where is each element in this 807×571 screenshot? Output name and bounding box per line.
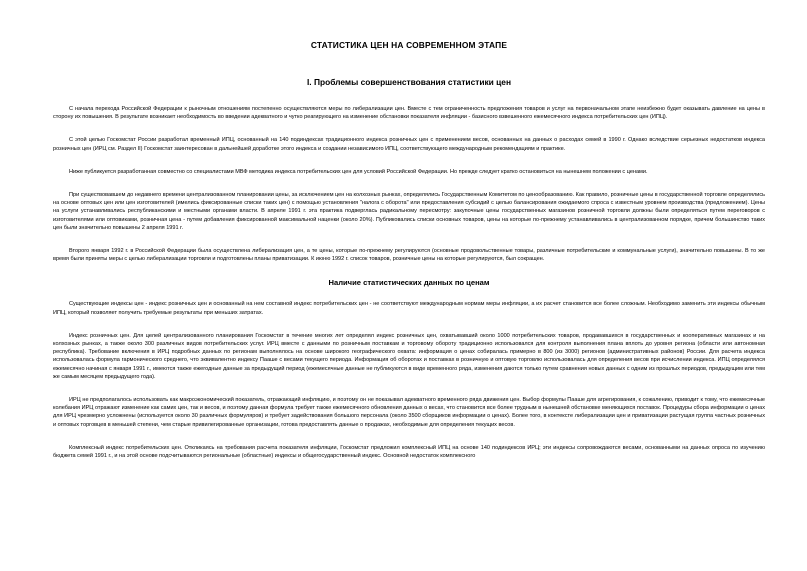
paragraph: Второго января 1992 г. в Российской Федерации была осуществлена либерализация цен, а те цены, которые по-прежнему регулируются (основные продовольственные товары, различные потребительские и коммунальные услуги), значительно повышены. В то же время были приняты меры с целью либерализации торговли и подготовлены планы приватизации. К июню 1992 г. список товаров, розничные цены на которые регулируются, был сокращен. bbox=[53, 248, 765, 263]
section-title: I. Проблемы совершенствования статистики цен bbox=[306, 77, 512, 87]
paragraph: С начала перехода Российской Федерации к рыночным отношениям постепенно осуществляются меры по либерализации цен. Вместе с тем ограниченность предложения товаров и услуг на первоначальном этапе неизбежно будет оказывать давление на цены в сторону их повышения. В результате возникает необходимость во введении адекватного и чутко реагирующего на изменение обстановки показателя инфляции - базисного взвешенного ежемесячного индекса потребительских цен (ИПЦ). bbox=[53, 106, 765, 121]
paragraph: При существовавшем до недавнего времени централизованном планировании цены, за исключением цен на колхозных рынках, определялись Государственным Комитетом по ценообразованию. Как правило, розничные цены в государственной торговле определялись на основе оптовых цен или цен изготовителей (имелись фиксированные списки таких цен) с помощью установления "налога с оборота" или предоставления субсидий с целью балансирования ожидаемого спроса с известным уровнем производства (предложением). Цены на услуги устанавливались республиканскими и местными органами власти. В апреле 1991 г. эта практика подверглась радикальному пересмотру: закупочные цены государственных магазинов розничной торговли должны были определяться путем переговоров с изготовителями или оптовиками, розничная цена - путем добавления фиксированной максимальной наценки (около 20%). Публиковались списки основных товаров, цены на которые по-прежнему устанавливались в централизованном порядке, причем большинство таких цен были значительно повышены 2 апреля 1991 г. bbox=[53, 192, 765, 231]
document-page bbox=[53, 40, 765, 475]
paragraph: Ниже публикуется разработанная совместно со специалистами МВФ методика индекса потребительских цен для условий Российской Федерации. Но прежде следует кратко остановиться на нынешнем положении с ценами. bbox=[69, 168, 648, 175]
paragraph: ИРЦ не предполагалось использовать как макроэкономический показатель, отражающий инфляцию, и поэтому он не показывал адекватного временного ряда движения цен. Выбор формулы Пааше для агрегирования, к сожалению, приводит к тому, что ежемесячные колебания ИРЦ отражают изменение как самих цен, так и весов, и поэтому данная формула требует также ежемесячного обновления данных о весах, что становится все более трудным в нынешней обстановке меняющихся поставок. Процедуры сбора информации о ценах для ИРЦ чрезмерно усложнены (используется около 30 различных формуляров) и требует задействования большого персонала (около 3500 сборщиков информации о ценах). Более того, в контексте либерализации цен и приватизации растущая группа частных розничных и оптовых торговцев в меньшей степени, чем старые привилегированные организации, готова предоставлять данные о продажах, необходимые для определения текущих весов. bbox=[53, 397, 765, 428]
document-title: СТАТИСТИКА ЦЕН НА СОВРЕМЕННОМ ЭТАПЕ bbox=[310, 40, 508, 50]
subsection-title: Наличие статистических данных по ценам bbox=[328, 278, 490, 288]
paragraph: С этой целью Госкомстат России разработал временный ИПЦ, основанный на 140 подиндексах традиционного индекса розничных цен с применением весов, основанных на данных о расходах семей в 1990 г. Однако вследствие серьезных недостатков индекса розничных цен (ИРЦ см. Раздел II) Госкомстат заинтересован в дальнейшей доработке этого индекса и создании независимого ИПЦ, соответствующего международным рекомендациям и практике. bbox=[53, 137, 765, 152]
paragraph: Существующие индексы цен - индекс розничных цен и основанный на нем составной индекс потребительских цен - не соответствуют международным нормам меры инфляции, а их расчет становится все более сложным. Необходимо заменить эти индексы обычным ИПЦ, который позволяет получить требуемые результаты при меньших затратах. bbox=[53, 301, 765, 316]
paragraph: Комплексный индекс потребительских цен. Откликаясь на требования расчета показателя инфляции, Госкомстат предложил комплексный ИПЦ на основе 140 подиндексов ИРЦ; эти индексы сопровождаются весами, основанными на данных опроса по изучению бюджета семей 1991 г., и на этой основе подсчитываются региональные (областные) индексы и общегосударственный индекс. Основной недостаток комплексного bbox=[53, 444, 765, 460]
paragraph: Индекс розничных цен. Для целей централизованного планирования Госкомстат в течение многих лет определял индекс розничных цен, охватывавший около 1000 потребительских товаров, продававшихся в государственных и кооперативных магазинах и на колхозных рынках, а также около 300 различных видов потребительских услуг. ИРЦ вместе с данными по розничным поставкам и торговому обороту традиционно использовался для контроля выполнения плана вплоть до уровня региона (области или автономная республика). Требование включения в ИРЦ подробных данных по регионам выполнялось на основе широкого географического охвата: информация о ценах собиралась примерно в 800 (из 3000) регионов (административных районов) России. Для расчета индекса использовалась формула гармонического среднего, что эквивалентно индексу Пааше с весами текущего периода. Информация об оборотах и поставках в розничную и оптовую торговлю использовалась для определения весов при исчислении индекса. ИПЦ определялся ежемесячно начиная с января 1991 г., имеются также ежегодные данные за предыдущий период (ежемесячные данные не публикуются в виде временного ряда, изменения даются только путем сравнения новых данных с одним из прошлых периодов, предыдущим или тем же самым месяцем предыдущего года). bbox=[53, 332, 765, 380]
